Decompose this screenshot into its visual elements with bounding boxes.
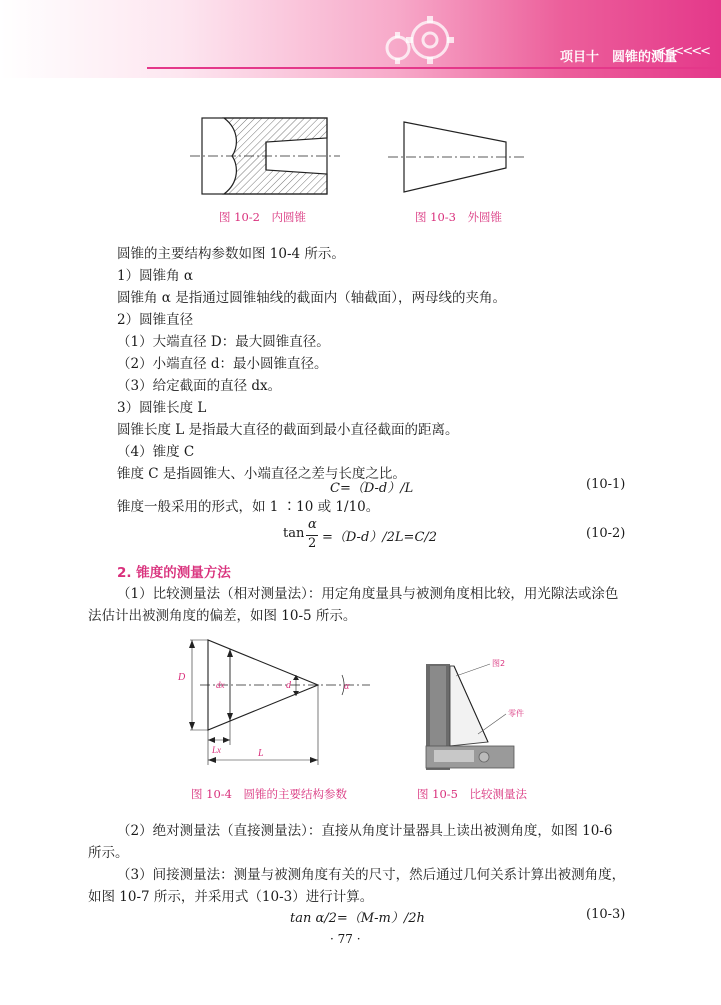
figure-10-5-comparison-photo	[420, 650, 560, 775]
heading-cone-angle: 1）圆锥角 α	[117, 268, 193, 284]
paragraph: 如图 10-7 所示，并采用式（10-3）进行计算。	[88, 889, 374, 905]
figure-10-4-caption: 图 10-4 圆锥的主要结构参数	[191, 787, 347, 801]
paragraph: 所示。	[88, 845, 129, 861]
paragraph: 圆锥的主要结构参数如图 10-4 所示。	[117, 246, 345, 262]
equation-number: (10-2)	[586, 526, 626, 541]
paragraph: 圆锥长度 L 是指最大直径的截面到最小直径截面的距离。	[117, 422, 459, 438]
figure-10-3-outer-cone	[388, 112, 528, 202]
figure-10-2-caption: 图 10-2 内圆锥	[219, 210, 306, 224]
paragraph: （1）比较测量法（相对测量法）：用定角度量具与被测角度相比较，用光隙法或涂色	[117, 586, 619, 602]
equation-fraction-numerator: α	[308, 517, 317, 532]
paragraph: 圆锥角 α 是指通过圆锥轴线的截面内（轴截面），两母线的夹角。	[117, 290, 506, 306]
heading-taper: （4）锥度 C	[117, 444, 195, 460]
equation-10-3: tan α/2=（M-m）/2h	[290, 911, 425, 926]
figure-10-5-caption: 图 10-5 比较测量法	[417, 787, 527, 801]
equation-number: (10-1)	[586, 477, 626, 492]
page-number: · 77 ·	[330, 932, 361, 946]
figure-10-4-cone-parameters	[170, 630, 375, 775]
label-alpha: α	[344, 681, 350, 692]
figure-10-3-caption: 图 10-3 外圆锥	[415, 210, 502, 224]
equation-tan: tan	[283, 526, 305, 541]
list-item: （2）小端直径 d：最小圆锥直径。	[117, 356, 328, 372]
paragraph: 法估计出被测角度的偏差，如图 10-5 所示。	[88, 608, 357, 624]
section-heading: 2. 锥度的测量方法	[117, 565, 231, 581]
equation-fraction-denominator: 2	[308, 536, 317, 551]
label-gauge: 图2	[492, 659, 506, 668]
label-L: L	[258, 748, 264, 759]
label-Lx: Lx	[212, 745, 221, 755]
paragraph: （3）间接测量法：测量与被测角度有关的尺寸，然后通过几何关系计算出被测角度，	[117, 867, 626, 883]
header-chevrons: <<<<<<	[655, 44, 709, 59]
equation-10-1: C=（D-d）/L	[330, 481, 414, 496]
list-item: （1）大端直径 D：最大圆锥直径。	[117, 334, 330, 350]
label-part: 零件	[508, 709, 524, 718]
heading-cone-length: 3）圆锥长度 L	[117, 400, 207, 416]
equation-number: (10-3)	[586, 907, 626, 922]
list-item: （3）给定截面的直径 dx。	[117, 378, 282, 394]
label-d: d	[286, 680, 291, 691]
heading-cone-diameter: 2）圆锥直径	[117, 312, 194, 328]
label-D: D	[178, 672, 186, 683]
paragraph: （2）绝对测量法（直接测量法）：直接从角度计量器具上读出被测角度，如图 10-6	[117, 823, 613, 839]
figure-10-2-inner-cone	[190, 112, 340, 202]
header-title: 项目十 圆锥的测量	[559, 50, 677, 65]
paragraph: 锥度 C 是指圆锥大、小端直径之差与长度之比。	[117, 466, 406, 482]
paragraph: 锥度一般采用的形式，如 1 ∶10 或 1/10。	[117, 499, 380, 515]
header-rule	[147, 67, 721, 69]
equation-10-2: =（D-d）/2L=C/2	[322, 530, 438, 545]
label-dx: dx	[216, 680, 225, 690]
gear-logo-icon	[360, 8, 470, 72]
